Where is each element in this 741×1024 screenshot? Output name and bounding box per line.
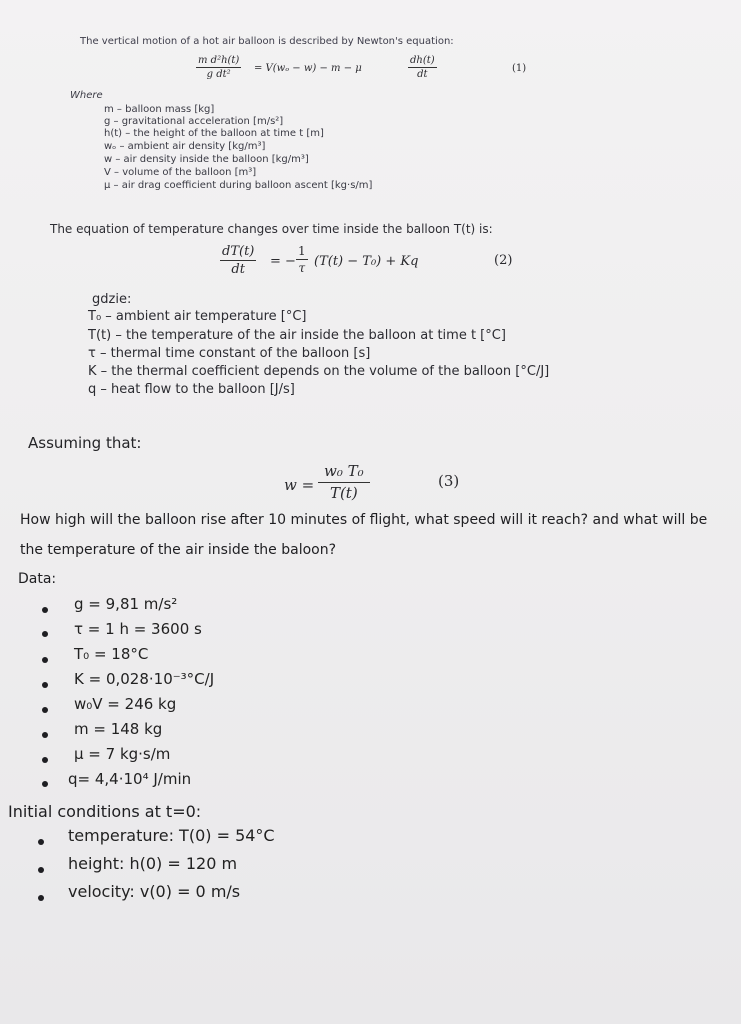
bullet-icon: [38, 839, 44, 845]
eq3-numerator: w₀ T₀: [318, 462, 370, 483]
bullet-icon: [42, 682, 48, 688]
definition-q: q – heat flow to the balloon [J/s]: [88, 382, 295, 397]
data-item-q: q= 4,4·10⁴ J/min: [68, 770, 192, 788]
initial-temperature: temperature: T(0) = 54°C: [68, 826, 275, 845]
eq2-lhs-denominator: dt: [231, 262, 245, 277]
question-line-1: How high will the balloon rise after 10 minutes of flight, what speed will it reach? and what will be: [20, 512, 708, 528]
eq2-lhs-numerator: dT(t): [222, 244, 255, 259]
bullet-icon: [42, 781, 48, 787]
eq3-number: (3): [438, 472, 460, 490]
equation-3-fraction: [318, 462, 370, 502]
eq1-middle: = V(wₒ − w) − m − μ: [254, 63, 362, 74]
data-item-w0v: w₀V = 246 kg: [74, 695, 177, 713]
data-item-k: K = 0,028·10⁻³°C/J: [74, 670, 215, 688]
eq1-lhs-numerator: m d²h(t): [198, 55, 240, 66]
where-label: Where: [70, 90, 103, 101]
definition-m: m – balloon mass [kg]: [104, 104, 215, 115]
bullet-icon: [42, 732, 48, 738]
data-item-mu: μ = 7 kg·s/m: [74, 745, 171, 763]
intro-text-2: The equation of temperature changes over time inside the balloon T(t) is:: [50, 222, 493, 236]
bullet-icon: [42, 631, 48, 637]
bullet-icon: [38, 895, 44, 901]
bullet-icon: [42, 757, 48, 763]
bullet-icon: [38, 867, 44, 873]
eq1-rhs-numerator: dh(t): [410, 55, 435, 66]
bullet-icon: [42, 657, 48, 663]
data-item-g: g = 9,81 m/s²: [74, 595, 178, 613]
definition-w: w – air density inside the balloon [kg/m³]: [104, 154, 309, 165]
eq1-rhs-denominator: dt: [417, 69, 428, 80]
eq2-frac-numerator: 1: [298, 244, 306, 258]
bullet-icon: [42, 707, 48, 713]
initial-conditions-label: Initial conditions at t=0:: [8, 802, 202, 821]
data-item-tau: τ = 1 h = 3600 s: [74, 620, 202, 638]
eq2-rest: (T(t) − T₀) + Kq: [314, 254, 419, 269]
definition-g: g – gravitational acceleration [m/s²]: [104, 116, 284, 127]
eq3-denominator: T(t): [329, 484, 358, 502]
equation-2-lhs: [220, 244, 256, 277]
equation-1-lhs: [196, 55, 241, 80]
definition-k: K – the thermal coefficient depends on the volume of the balloon [°C/J]: [88, 364, 550, 379]
definition-t0: T₀ – ambient air temperature [°C]: [88, 309, 307, 324]
data-item-m: m = 148 kg: [74, 720, 163, 738]
question-line-2: the temperature of the air inside the baloon?: [20, 542, 337, 558]
definition-mu: μ – air drag coefficient during balloon ascent [kg·s/m]: [104, 180, 373, 191]
equation-1-rhs: [408, 55, 437, 80]
definition-h: h(t) – the height of the balloon at time t [m]: [104, 128, 324, 139]
eq1-number: (1): [512, 63, 527, 74]
eq2-frac-denominator: τ: [298, 261, 306, 275]
intro-text-1: The vertical motion of a hot air balloon is described by Newton's equation:: [80, 36, 454, 47]
bullet-icon: [42, 607, 48, 613]
eq1-lhs-denominator: g dt²: [206, 69, 231, 80]
assuming-label: Assuming that:: [28, 434, 142, 452]
eq2-eq-sign: = −: [270, 254, 296, 269]
initial-height: height: h(0) = 120 m: [68, 854, 238, 873]
eq3-lhs: w =: [284, 476, 315, 494]
definition-wo: wₒ – ambient air density [kg/m³]: [104, 141, 266, 152]
gdzie-label: gdzie:: [92, 292, 132, 307]
eq2-number: (2): [494, 253, 513, 268]
definition-v: V – volume of the balloon [m³]: [104, 167, 257, 178]
definition-tt: T(t) – the temperature of the air inside the balloon at time t [°C]: [88, 328, 506, 343]
initial-velocity: velocity: v(0) = 0 m/s: [68, 882, 241, 901]
definition-tau: τ – thermal time constant of the balloon [s]: [88, 346, 371, 361]
data-label: Data:: [18, 571, 57, 587]
data-item-t0: T₀ = 18°C: [74, 645, 149, 663]
equation-2-tau-fraction: [296, 244, 308, 275]
